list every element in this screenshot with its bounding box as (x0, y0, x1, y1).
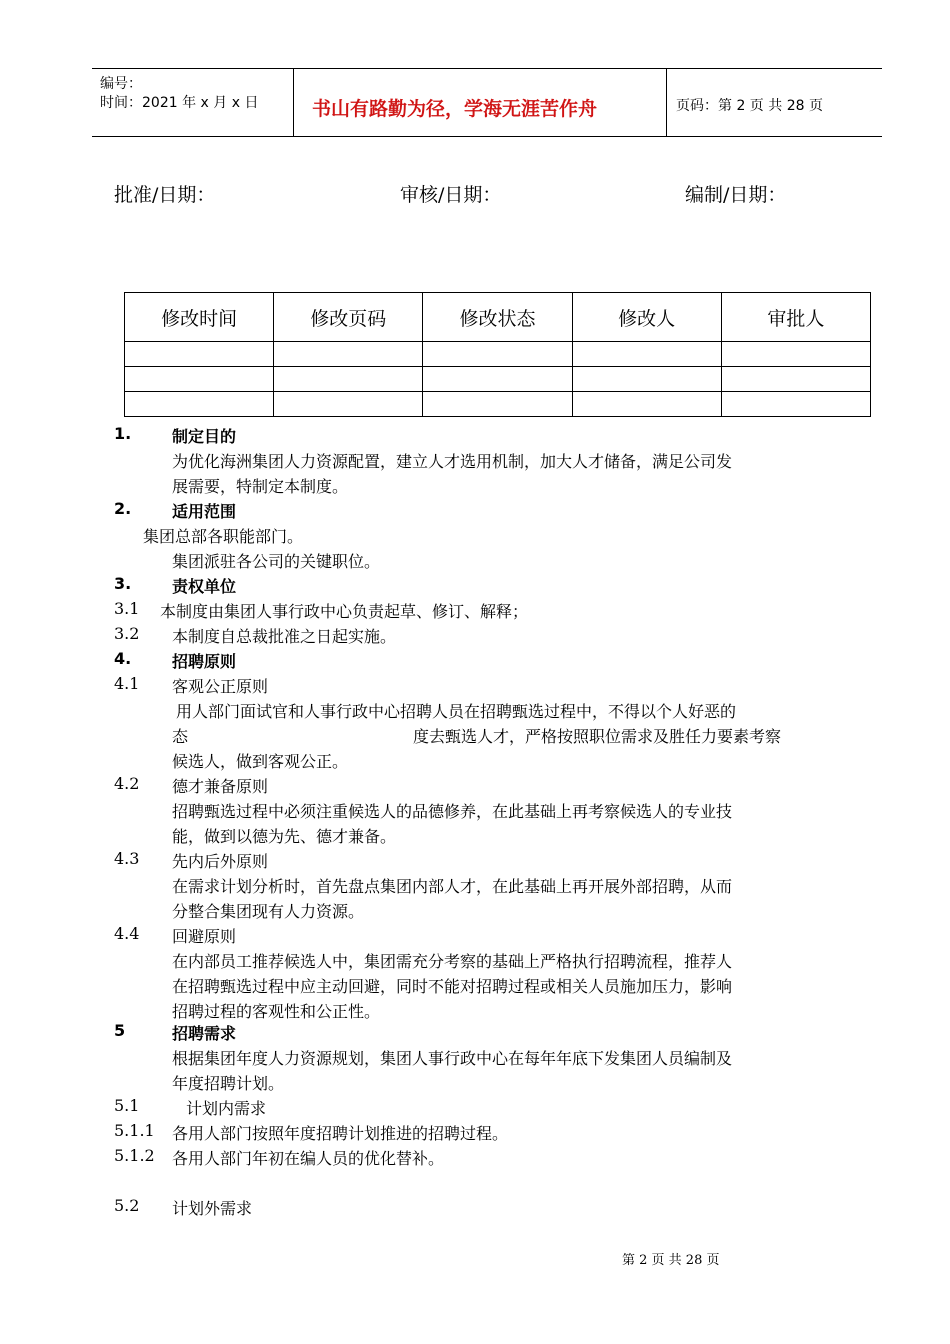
paragraph-line: 能，做到以德为先、德才兼备。 (172, 827, 397, 846)
section-number: 2. (114, 499, 132, 518)
table-cell (125, 392, 274, 417)
section-number: 3. (114, 574, 132, 593)
approve-date-label: 批准/日期： (114, 184, 216, 206)
clause-number: 5.1.1 (114, 1121, 155, 1140)
date-label: 时间：2021 年 x 月 x 日 (100, 95, 259, 111)
clause-text: 计划外需求 (172, 1199, 253, 1218)
paragraph-line: 展需要，特制定本制度。 (172, 477, 349, 496)
table-cell (274, 342, 423, 367)
section-number: 4. (114, 649, 132, 668)
clause-text: 各用人部门年初在编人员的优化替补。 (172, 1149, 445, 1168)
section-title: 招聘原则 (172, 652, 237, 671)
clause-number: 5.2 (114, 1196, 140, 1215)
table-cell (721, 392, 870, 417)
clause-title: 回避原则 (172, 927, 237, 946)
paragraph-line: 在需求计划分析时，首先盘点集团内部人才，在此基础上再开展外部招聘，从而 (172, 877, 733, 896)
paragraph-line: 在内部员工推荐候选人中，集团需充分考察的基础上严格执行招聘流程，推荐人 (172, 952, 733, 971)
page-footer: 第 2 页 共 28 页 (622, 1253, 720, 1268)
paragraph-line: 集团派驻各公司的关键职位。 (172, 552, 381, 571)
clause-title: 德才兼备原则 (172, 777, 269, 796)
clause-text: 计划内需求 (186, 1099, 267, 1118)
table-cell (423, 367, 572, 392)
section-title: 责权单位 (172, 577, 237, 596)
clause-title: 先内后外原则 (172, 852, 269, 871)
table-cell (125, 367, 274, 392)
paragraph-line: 年度招聘计划。 (172, 1074, 285, 1093)
paragraph-line: 为优化海洲集团人力资源配置，建立人才选用机制，加大人才储备，满足公司发 (172, 452, 733, 471)
paragraph-line: 度去甄选人才，严格按照职位需求及胜任力要素考察 (413, 727, 782, 746)
paragraph-line: 招聘甄选过程中必须注重候选人的品德修养，在此基础上再考察候选人的专业技 (172, 802, 733, 821)
header-cell-modifier: 修改人 (572, 293, 721, 342)
table-cell (572, 392, 721, 417)
table-cell (572, 342, 721, 367)
table-row (125, 367, 871, 392)
revision-table-header (125, 293, 871, 342)
table-cell (274, 392, 423, 417)
clause-number: 4.3 (114, 849, 140, 868)
clause-text: 本制度自总裁批准之日起实施。 (172, 627, 397, 646)
clause-number: 4.4 (114, 924, 140, 943)
header-cell-modify-time: 修改时间 (125, 293, 274, 342)
section-title: 招聘需求 (172, 1024, 237, 1043)
paragraph-line: 招聘过程的客观性和公正性。 (172, 1002, 381, 1021)
clause-number: 4.1 (114, 674, 140, 693)
header-divider-left (293, 68, 294, 136)
table-cell (423, 342, 572, 367)
table-cell (721, 342, 870, 367)
paragraph-line: 候选人，做到客观公正。 (172, 752, 349, 771)
paragraph-line: 分整合集团现有人力资源。 (172, 902, 365, 921)
header-cell-modify-status: 修改状态 (423, 293, 572, 342)
header-motto: 书山有路勤为径，学海无涯苦作舟 (312, 98, 598, 120)
revision-table (124, 292, 871, 417)
header-top-rule (92, 68, 882, 69)
header-cell-approver: 审批人 (721, 293, 870, 342)
section-title: 制定目的 (172, 427, 237, 446)
review-date-label: 审核/日期： (400, 184, 502, 206)
header-cell-modify-page: 修改页码 (274, 293, 423, 342)
page-info: 页码：第 2 页 共 28 页 (676, 98, 823, 114)
compile-date-label: 编制/日期： (685, 184, 787, 206)
header-bottom-rule (92, 136, 882, 137)
section-number: 5 (114, 1021, 126, 1040)
table-cell (572, 367, 721, 392)
section-number: 1. (114, 424, 132, 443)
table-cell (274, 367, 423, 392)
clause-number: 5.1 (114, 1096, 140, 1115)
paragraph-line: 在招聘甄选过程中应主动回避，同时不能对招聘过程或相关人员施加压力，影响 (172, 977, 733, 996)
paragraph-line: 集团总部各职能部门。 (143, 527, 304, 546)
paragraph-line: 根据集团年度人力资源规划，集团人事行政中心在每年年底下发集团人员编制及 (172, 1049, 733, 1068)
clause-text: 各用人部门按照年度招聘计划推进的招聘过程。 (172, 1124, 509, 1143)
clause-title: 客观公正原则 (172, 677, 269, 696)
clause-number: 5.1.2 (114, 1146, 155, 1165)
table-row (125, 342, 871, 367)
table-cell (423, 392, 572, 417)
table-cell (125, 342, 274, 367)
paragraph-line: 用人部门面试官和人事行政中心招聘人员在招聘甄选过程中，不得以个人好恶的 (176, 702, 737, 721)
paragraph-line: 态 (172, 727, 189, 746)
clause-number: 4.2 (114, 774, 140, 793)
section-title: 适用范围 (172, 502, 237, 521)
clause-number: 3.2 (114, 624, 140, 643)
header-divider-right (666, 68, 667, 136)
clause-text: 本制度由集团人事行政中心负责起草、修订、解释； (160, 602, 529, 621)
table-cell (721, 367, 870, 392)
doc-number-label: 编号： (100, 76, 142, 92)
clause-number: 3.1 (114, 599, 140, 618)
table-row (125, 392, 871, 417)
